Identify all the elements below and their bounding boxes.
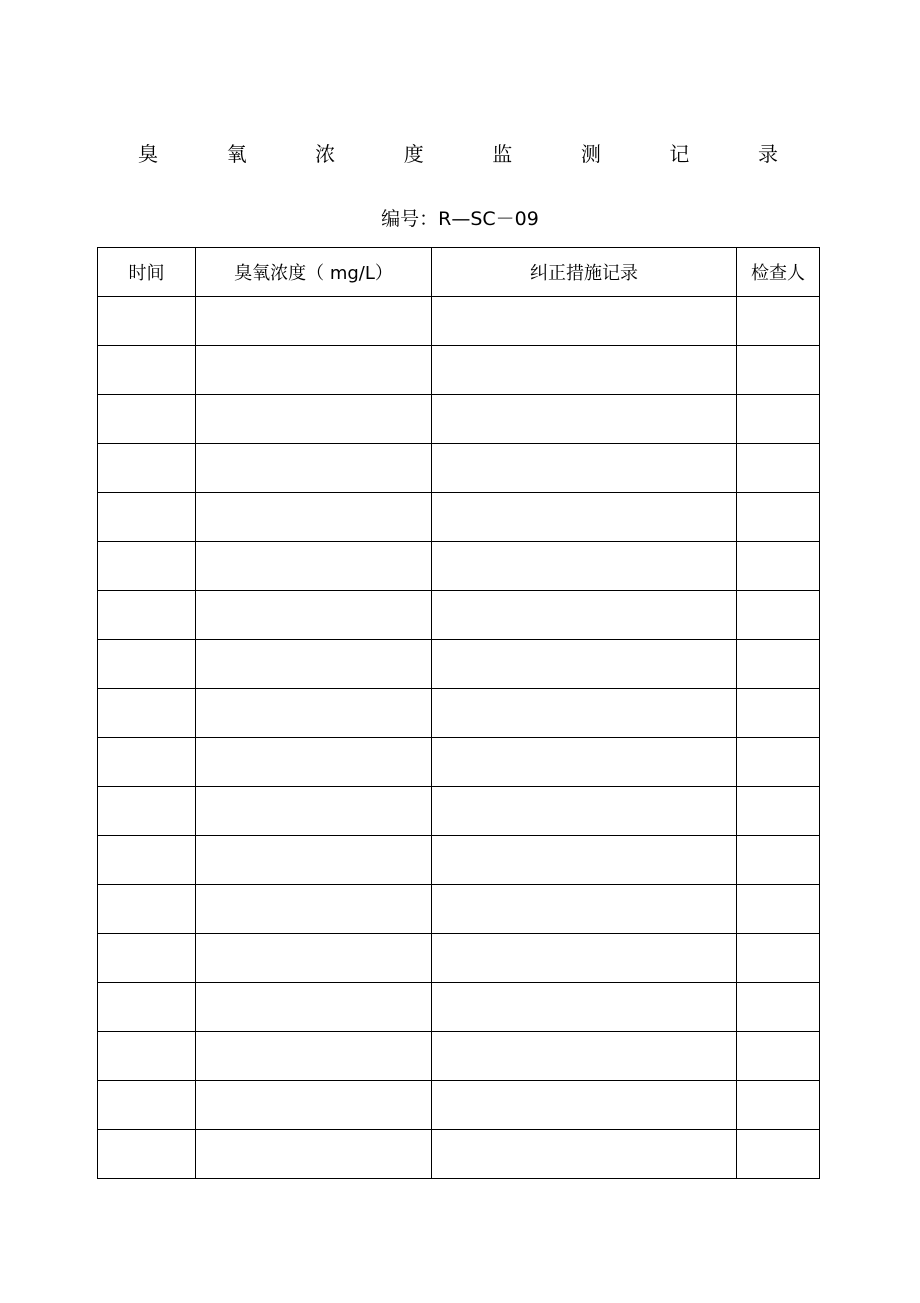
cell-corrective-action[interactable] — [432, 591, 737, 640]
cell-ozone-concentration[interactable] — [196, 493, 432, 542]
cell-ozone-concentration[interactable] — [196, 444, 432, 493]
cell-inspector[interactable] — [737, 1130, 820, 1179]
header-time: 时间 — [98, 248, 196, 297]
cell-corrective-action[interactable] — [432, 787, 737, 836]
cell-inspector[interactable] — [737, 640, 820, 689]
cell-inspector[interactable] — [737, 738, 820, 787]
cell-inspector[interactable] — [737, 836, 820, 885]
title-char: 浓 — [315, 142, 336, 166]
table-header-row — [98, 248, 820, 297]
table-row — [98, 297, 820, 346]
cell-inspector[interactable] — [737, 1081, 820, 1130]
cell-inspector[interactable] — [737, 493, 820, 542]
table-row — [98, 983, 820, 1032]
cell-corrective-action[interactable] — [432, 934, 737, 983]
cell-time[interactable] — [98, 836, 196, 885]
table-row — [98, 934, 820, 983]
table-row — [98, 1130, 820, 1179]
cell-ozone-concentration[interactable] — [196, 346, 432, 395]
cell-corrective-action[interactable] — [432, 983, 737, 1032]
cell-time[interactable] — [98, 885, 196, 934]
table-body — [98, 297, 820, 1179]
cell-ozone-concentration[interactable] — [196, 934, 432, 983]
cell-time[interactable] — [98, 640, 196, 689]
title-char: 测 — [580, 142, 601, 166]
cell-time[interactable] — [98, 787, 196, 836]
table-row — [98, 444, 820, 493]
cell-ozone-concentration[interactable] — [196, 689, 432, 738]
table-row — [98, 787, 820, 836]
cell-inspector[interactable] — [737, 689, 820, 738]
cell-ozone-concentration[interactable] — [196, 787, 432, 836]
cell-corrective-action[interactable] — [432, 542, 737, 591]
cell-time[interactable] — [98, 983, 196, 1032]
cell-inspector[interactable] — [737, 542, 820, 591]
title-char: 监 — [492, 142, 513, 166]
cell-corrective-action[interactable] — [432, 346, 737, 395]
cell-corrective-action[interactable] — [432, 395, 737, 444]
cell-corrective-action[interactable] — [432, 444, 737, 493]
cell-corrective-action[interactable] — [432, 1130, 737, 1179]
table-row — [98, 689, 820, 738]
cell-ozone-concentration[interactable] — [196, 885, 432, 934]
title-char: 臭 — [138, 142, 158, 166]
cell-inspector[interactable] — [737, 1032, 820, 1081]
cell-ozone-concentration[interactable] — [196, 1081, 432, 1130]
document-code-value: R—SC－09 — [438, 208, 539, 230]
table-row — [98, 738, 820, 787]
header-inspector: 检查人 — [737, 248, 820, 297]
cell-time[interactable] — [98, 395, 196, 444]
cell-corrective-action[interactable] — [432, 836, 737, 885]
cell-time[interactable] — [98, 738, 196, 787]
cell-corrective-action[interactable] — [432, 640, 737, 689]
cell-inspector[interactable] — [737, 395, 820, 444]
table-row — [98, 885, 820, 934]
cell-ozone-concentration[interactable] — [196, 836, 432, 885]
cell-inspector[interactable] — [737, 983, 820, 1032]
cell-corrective-action[interactable] — [432, 297, 737, 346]
header-corrective-action: 纠正措施记录 — [432, 248, 737, 297]
cell-ozone-concentration[interactable] — [196, 297, 432, 346]
ozone-record-table — [97, 247, 820, 1179]
cell-ozone-concentration[interactable] — [196, 983, 432, 1032]
cell-time[interactable] — [98, 1032, 196, 1081]
cell-ozone-concentration[interactable] — [196, 542, 432, 591]
cell-inspector[interactable] — [737, 885, 820, 934]
table-row — [98, 1032, 820, 1081]
table-row — [98, 1081, 820, 1130]
header-ozone-concentration: 臭氧浓度（ mg/L） — [196, 248, 432, 297]
cell-time[interactable] — [98, 346, 196, 395]
table-row — [98, 591, 820, 640]
cell-inspector[interactable] — [737, 444, 820, 493]
cell-corrective-action[interactable] — [432, 1081, 737, 1130]
table-row — [98, 542, 820, 591]
cell-time[interactable] — [98, 1130, 196, 1179]
table-row — [98, 493, 820, 542]
cell-ozone-concentration[interactable] — [196, 591, 432, 640]
cell-corrective-action[interactable] — [432, 493, 737, 542]
title-char: 氧 — [226, 142, 247, 166]
document-code — [0, 206, 920, 232]
page-title — [138, 140, 778, 168]
table-row — [98, 640, 820, 689]
cell-time[interactable] — [98, 1081, 196, 1130]
cell-corrective-action[interactable] — [432, 1032, 737, 1081]
cell-corrective-action[interactable] — [432, 689, 737, 738]
table-row — [98, 346, 820, 395]
table-row — [98, 395, 820, 444]
cell-time[interactable] — [98, 542, 196, 591]
cell-inspector[interactable] — [737, 934, 820, 983]
cell-corrective-action[interactable] — [432, 885, 737, 934]
title-char: 录 — [757, 142, 778, 166]
cell-ozone-concentration[interactable] — [196, 1032, 432, 1081]
cell-time[interactable] — [98, 591, 196, 640]
table-row — [98, 836, 820, 885]
cell-corrective-action[interactable] — [432, 738, 737, 787]
cell-time[interactable] — [98, 493, 196, 542]
cell-inspector[interactable] — [737, 787, 820, 836]
title-char: 记 — [669, 142, 690, 166]
cell-ozone-concentration[interactable] — [196, 640, 432, 689]
cell-time[interactable] — [98, 934, 196, 983]
cell-time[interactable] — [98, 444, 196, 493]
cell-time[interactable] — [98, 689, 196, 738]
document-code-label: 编号： — [381, 208, 439, 230]
cell-inspector[interactable] — [737, 297, 820, 346]
title-char: 度 — [403, 142, 424, 166]
cell-inspector[interactable] — [737, 346, 820, 395]
cell-ozone-concentration[interactable] — [196, 738, 432, 787]
cell-time[interactable] — [98, 297, 196, 346]
cell-ozone-concentration[interactable] — [196, 395, 432, 444]
cell-inspector[interactable] — [737, 591, 820, 640]
cell-ozone-concentration[interactable] — [196, 1130, 432, 1179]
